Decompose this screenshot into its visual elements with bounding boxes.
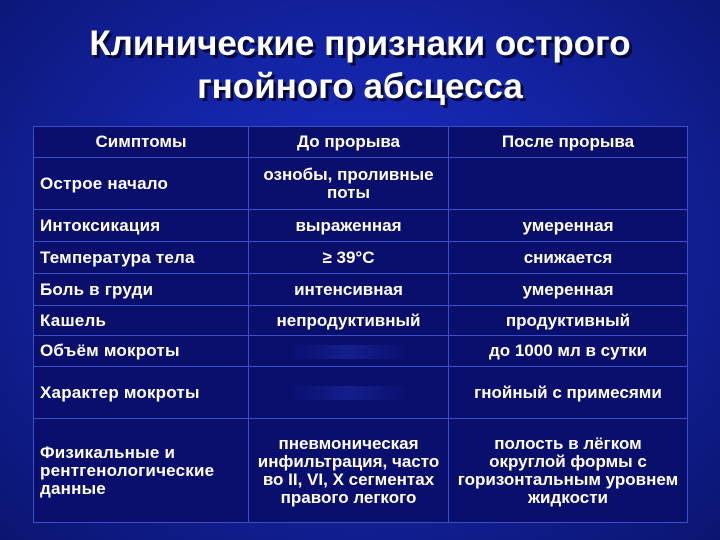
before-cell: ознобы, проливные поты (249, 158, 449, 210)
after-cell: умеренная (449, 210, 688, 242)
table-row (34, 306, 688, 336)
symptom-cell: Острое начало (34, 158, 249, 210)
after-cell: умеренная (449, 274, 688, 306)
table-row (34, 242, 688, 274)
after-cell: полость в лёгком округлой формы с горизонтальным уровнем жидкости (449, 419, 688, 523)
table-header-row (34, 127, 688, 158)
before-cell (249, 367, 449, 419)
slide-title (0, 22, 720, 108)
symptom-cell: Физикальные и рентгенологические данные (34, 419, 249, 523)
blurred-blank-mark (289, 345, 409, 359)
table-row (34, 367, 688, 419)
header-before-rupture: До прорыва (249, 127, 449, 158)
symptom-cell: Температура тела (34, 242, 249, 274)
after-cell: снижается (449, 242, 688, 274)
symptom-cell: Боль в груди (34, 274, 249, 306)
before-cell: непродуктивный (249, 306, 449, 336)
symptom-cell: Объём мокроты (34, 336, 249, 367)
before-cell: ≥ 39°С (249, 242, 449, 274)
before-cell: пневмоническая инфильтрация, часто во II, VI, X сегментах правого легкого (249, 419, 449, 523)
header-symptoms: Симптомы (34, 127, 249, 158)
slide-title-line-1: Клинические признаки острого (89, 24, 631, 63)
header-after-rupture: После прорыва (449, 127, 688, 158)
symptoms-table (33, 126, 688, 523)
blurred-blank-mark (289, 386, 409, 400)
after-cell: продуктивный (449, 306, 688, 336)
symptom-cell: Интоксикация (34, 210, 249, 242)
before-cell: интенсивная (249, 274, 449, 306)
before-cell (249, 336, 449, 367)
table-row (34, 274, 688, 306)
before-cell: выраженная (249, 210, 449, 242)
table-row (34, 158, 688, 210)
symptom-cell: Характер мокроты (34, 367, 249, 419)
slide-title-line-2: гнойного абсцесса (197, 67, 523, 106)
after-cell (449, 158, 688, 210)
table-row (34, 336, 688, 367)
table-row (34, 419, 688, 523)
after-cell: гнойный с примесями (449, 367, 688, 419)
symptom-cell: Кашель (34, 306, 249, 336)
table-row (34, 210, 688, 242)
after-cell: до 1000 мл в сутки (449, 336, 688, 367)
